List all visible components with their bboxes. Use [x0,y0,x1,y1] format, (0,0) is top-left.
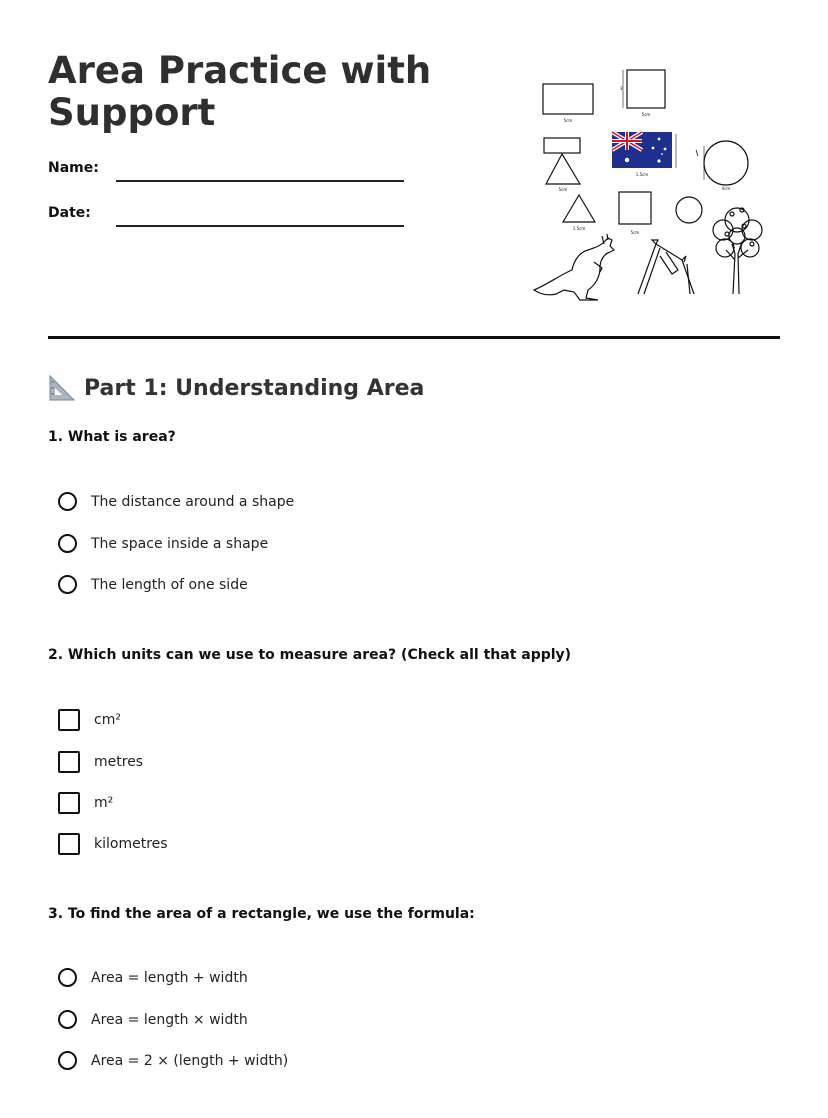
small-circle-shape [676,197,702,223]
shape-label: 1.5cm [635,172,649,177]
shape-label: 5cm [563,118,573,123]
set-square-icon [48,374,76,402]
swing-icon [638,240,694,294]
tree-icon [713,208,762,294]
q3-option-2[interactable] [58,1010,248,1029]
option-label: The space inside a shape [91,535,269,552]
option-label: cm² [94,712,121,728]
option-label: m² [94,795,114,811]
small-square-shape [619,192,651,224]
part-1-heading [48,374,424,402]
option-label: Area = length + width [91,969,248,986]
date-label: Date: [48,205,91,221]
q3-option-1[interactable] [58,968,248,987]
question-3-prompt: 3. To find the area of a rectangle, we use the formula: [48,906,475,922]
box-shape [544,138,580,153]
shape-label: 5cm [630,230,640,235]
q1-option-1[interactable] [58,492,294,511]
shape-label: 5cm [558,187,568,192]
q1-option-2[interactable] [58,534,268,553]
radio-button[interactable] [58,575,77,594]
radio-button[interactable] [58,492,77,511]
shape-label: 3 [620,86,623,91]
option-label: metres [94,754,144,770]
shape-label: 4cm [721,186,731,191]
shape-label: 5cm [641,112,651,117]
option-label: Area = 2 × (length + width) [91,1052,289,1069]
kangaroo-icon [534,234,614,300]
q1-option-3[interactable] [58,575,248,594]
radio-button[interactable] [58,968,77,987]
option-label: The distance around a shape [91,493,295,510]
checkbox[interactable] [58,792,80,814]
australian-flag-icon [612,132,672,168]
q2-option-1[interactable] [58,709,121,731]
small-triangle-shape [563,195,595,222]
radio-button[interactable] [58,1051,77,1070]
shapes-illustration [528,64,768,304]
option-label: kilometres [94,836,168,852]
q2-option-4[interactable] [58,833,168,855]
question-2-prompt: 2. Which units can we use to measure area? (Check all that apply) [48,647,572,663]
name-field[interactable] [116,180,404,182]
section-divider [48,336,780,339]
checkbox[interactable] [58,709,80,731]
checkbox[interactable] [58,751,80,773]
radio-button[interactable] [58,534,77,553]
square-shape [627,70,665,108]
triangle-shape [546,154,580,184]
option-label: The length of one side [91,576,248,593]
date-field[interactable] [116,225,404,227]
worksheet-title: Area Practice with Support [48,49,432,134]
question-1-prompt: 1. What is area? [48,429,176,445]
q3-option-3[interactable] [58,1051,288,1070]
q2-option-3[interactable] [58,792,113,814]
radio-button[interactable] [58,1010,77,1029]
q2-option-2[interactable] [58,751,143,773]
shape-label: 1.5cm [572,226,586,231]
rectangle-shape [543,84,593,114]
part-1-title: Part 1: Understanding Area [84,375,425,401]
option-label: Area = length × width [91,1011,248,1028]
name-label: Name: [48,160,99,176]
checkbox[interactable] [58,833,80,855]
circle-shape [704,141,748,185]
